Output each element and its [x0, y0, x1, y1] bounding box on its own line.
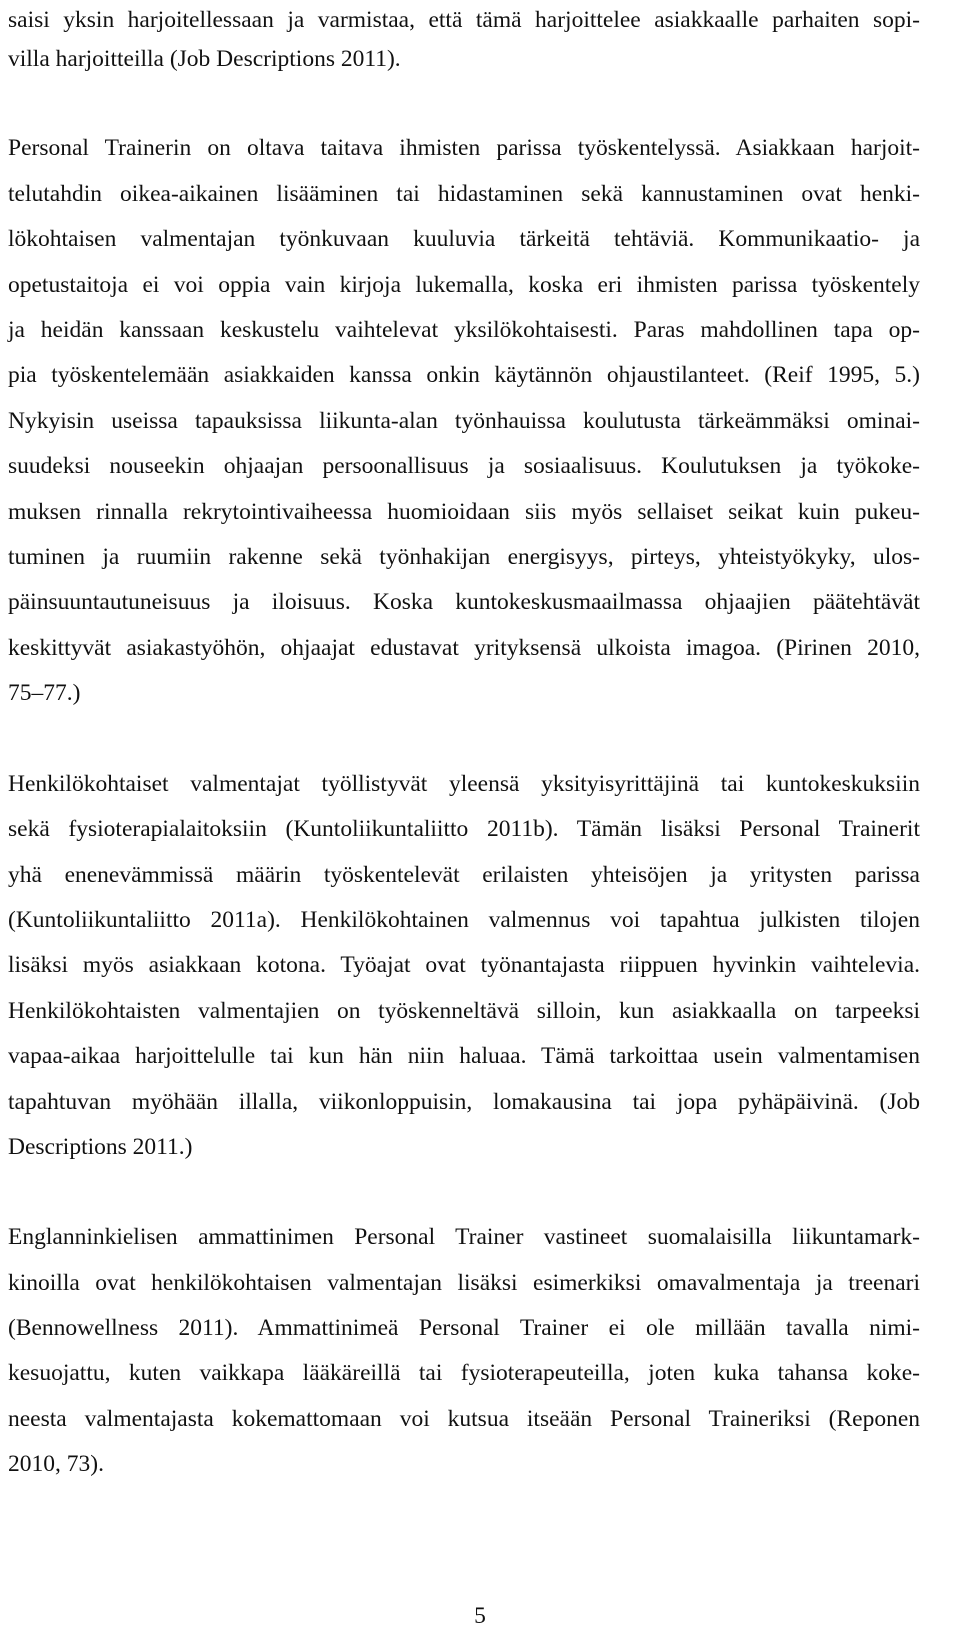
- paragraph-3-line-6: Henkilökohtaisten valmentajien on työskenneltävä silloin, kun asiakkaalla on tarpeeksi: [8, 998, 920, 1024]
- paragraph-2-line-2: telutahdin oikea-aikainen lisääminen tai hidastaminen sekä kannustaminen ovat henki-: [8, 181, 920, 207]
- paragraph-2-line-10: tuminen ja ruumiin rakenne sekä työnhakijan energisyys, pirteys, yhteistyökyky, ulos-: [8, 544, 920, 570]
- paragraph-2-line-7: Nykyisin useissa tapauksissa liikunta-alan työnhauissa koulutusta tärkeämmäksi ominai-: [8, 408, 920, 434]
- paragraph-3-line-9: Descriptions 2011.): [8, 1134, 193, 1160]
- paragraph-4-line-5: neesta valmentajasta kokemattomaan voi kutsua itseään Personal Traineriksi (Reponen: [8, 1406, 920, 1432]
- paragraph-2-line-5: ja heidän kanssaan keskustelu vaihtelevat yksilökohtaisesti. Paras mahdollinen tapa op-: [8, 317, 920, 343]
- paragraph-4-line-1: Englanninkielisen ammattinimen Personal Trainer vastineet suomalaisilla liikuntamark-: [8, 1224, 920, 1250]
- paragraph-3-line-3: yhä enenevämmissä määrin työskentelevät erilaisten yhteisöjen ja yritysten parissa: [8, 862, 920, 888]
- paragraph-3-line-1: Henkilökohtaiset valmentajat työllistyvät yleensä yksityisyrittäjinä tai kuntokeskuksiin: [8, 771, 920, 797]
- paragraph-2-line-3: lökohtaisen valmentajan työnkuvaan kuuluvia tärkeitä tehtäviä. Kommunikaatio- ja: [8, 226, 920, 252]
- paragraph-3-line-8: tapahtuvan myöhään illalla, viikonloppuisin, lomakausina tai jopa pyhäpäivinä. (Job: [8, 1089, 920, 1115]
- paragraph-2-line-11: päinsuuntautuneisuus ja iloisuus. Koska kuntokeskusmaailmassa ohjaajien päätehtävät: [8, 589, 920, 615]
- paragraph-4-line-6: 2010, 73).: [8, 1451, 104, 1477]
- paragraph-4-line-3: (Bennowellness 2011). Ammattinimeä Personal Trainer ei ole millään tavalla nimi-: [8, 1315, 920, 1341]
- paragraph-1-line-2: villa harjoitteilla (Job Descriptions 2011).: [8, 46, 401, 72]
- paragraph-2-line-4: opetustaitoja ei voi oppia vain kirjoja lukemalla, koska eri ihmisten parissa työskentely: [8, 272, 920, 298]
- paragraph-2-line-9: muksen rinnalla rekrytointivaiheessa huomioidaan siis myös sellaiset seikat kuin pukeu-: [8, 499, 920, 525]
- paragraph-3-line-7: vapaa-aikaa harjoittelulle tai kun hän niin haluaa. Tämä tarkoittaa usein valmentamisen: [8, 1043, 920, 1069]
- paragraph-2-line-12: keskittyvät asiakastyöhön, ohjaajat edustavat yrityksensä ulkoista imagoa. (Pirinen 2010,: [8, 635, 920, 661]
- paragraph-3-line-2: sekä fysioterapialaitoksiin (Kuntoliikuntaliitto 2011b). Tämän lisäksi Personal Trainerit: [8, 816, 920, 842]
- paragraph-1-line-1: saisi yksin harjoitellessaan ja varmistaa, että tämä harjoittelee asiakkaalle parhaiten sopi-: [8, 7, 920, 33]
- paragraph-2-line-1: Personal Trainerin on oltava taitava ihmisten parissa työskentelyssä. Asiakkaan harjoit-: [8, 135, 920, 161]
- paragraph-2-line-8: suudeksi nouseekin ohjaajan persoonallisuus ja sosiaalisuus. Koulutuksen ja työkoke-: [8, 453, 920, 479]
- paragraph-4-line-2: kinoilla ovat henkilökohtaisen valmentajan lisäksi esimerkiksi omavalmentaja ja treenari: [8, 1270, 920, 1296]
- paragraph-3-line-4: (Kuntoliikuntaliitto 2011a). Henkilökohtainen valmennus voi tapahtua julkisten tilojen: [8, 907, 920, 933]
- paragraph-2-line-13: 75–77.): [8, 680, 81, 706]
- paragraph-3-line-5: lisäksi myös asiakkaan kotona. Työajat ovat työnantajasta riippuen hyvinkin vaihtelevia.: [8, 952, 920, 978]
- paragraph-4-line-4: kesuojattu, kuten vaikkapa lääkäreillä tai fysioterapeuteilla, joten kuka tahansa koke-: [8, 1360, 920, 1386]
- page-number: 5: [474, 1603, 486, 1629]
- paragraph-2-line-6: pia työskentelemään asiakkaiden kanssa onkin käytännön ohjaustilanteet. (Reif 1995, 5.): [8, 362, 920, 388]
